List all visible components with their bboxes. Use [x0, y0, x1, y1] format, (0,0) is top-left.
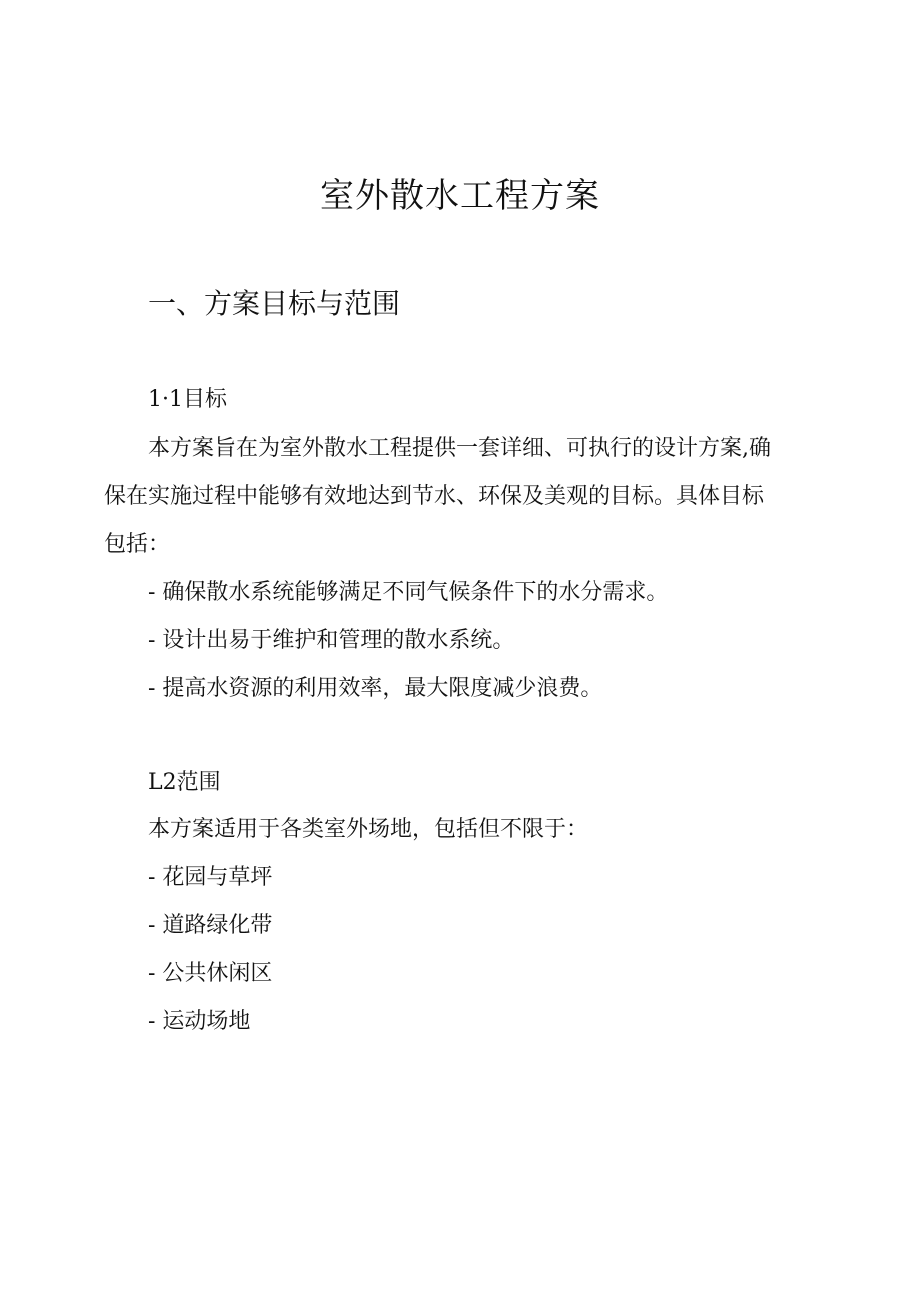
goals-list-item: - 提高水资源的利用效率，最大限度减少浪费。	[148, 676, 603, 701]
scope-list-item: - 公共休闲区	[148, 961, 273, 986]
goals-list-item: - 确保散水系统能够满足不同气候条件下的水分需求。	[148, 580, 669, 605]
scope-list-item: - 花园与草坪	[148, 865, 273, 890]
subheading-goals: 1·1目标	[148, 387, 227, 412]
document-title: 室外散水工程方案	[320, 176, 600, 216]
goals-paragraph-line-3: 包括：	[104, 532, 171, 557]
goals-list-item: - 设计出易于维护和管理的散水系统。	[148, 628, 515, 653]
subheading-scope: L2范围	[148, 770, 221, 795]
scope-list-item: - 道路绿化带	[148, 913, 273, 938]
scope-list-item: - 运动场地	[148, 1009, 251, 1034]
scope-intro: 本方案适用于各类室外场地，包括但不限于：	[148, 817, 589, 842]
goals-paragraph-line-1: 本方案旨在为室外散水工程提供一套详细、可执行的设计方案,确	[148, 436, 771, 461]
goals-paragraph-line-2: 保在实施过程中能够有效地达到节水、环保及美观的目标。具体目标	[104, 484, 765, 509]
section-heading-goals-scope: 一、方案目标与范围	[148, 287, 401, 320]
